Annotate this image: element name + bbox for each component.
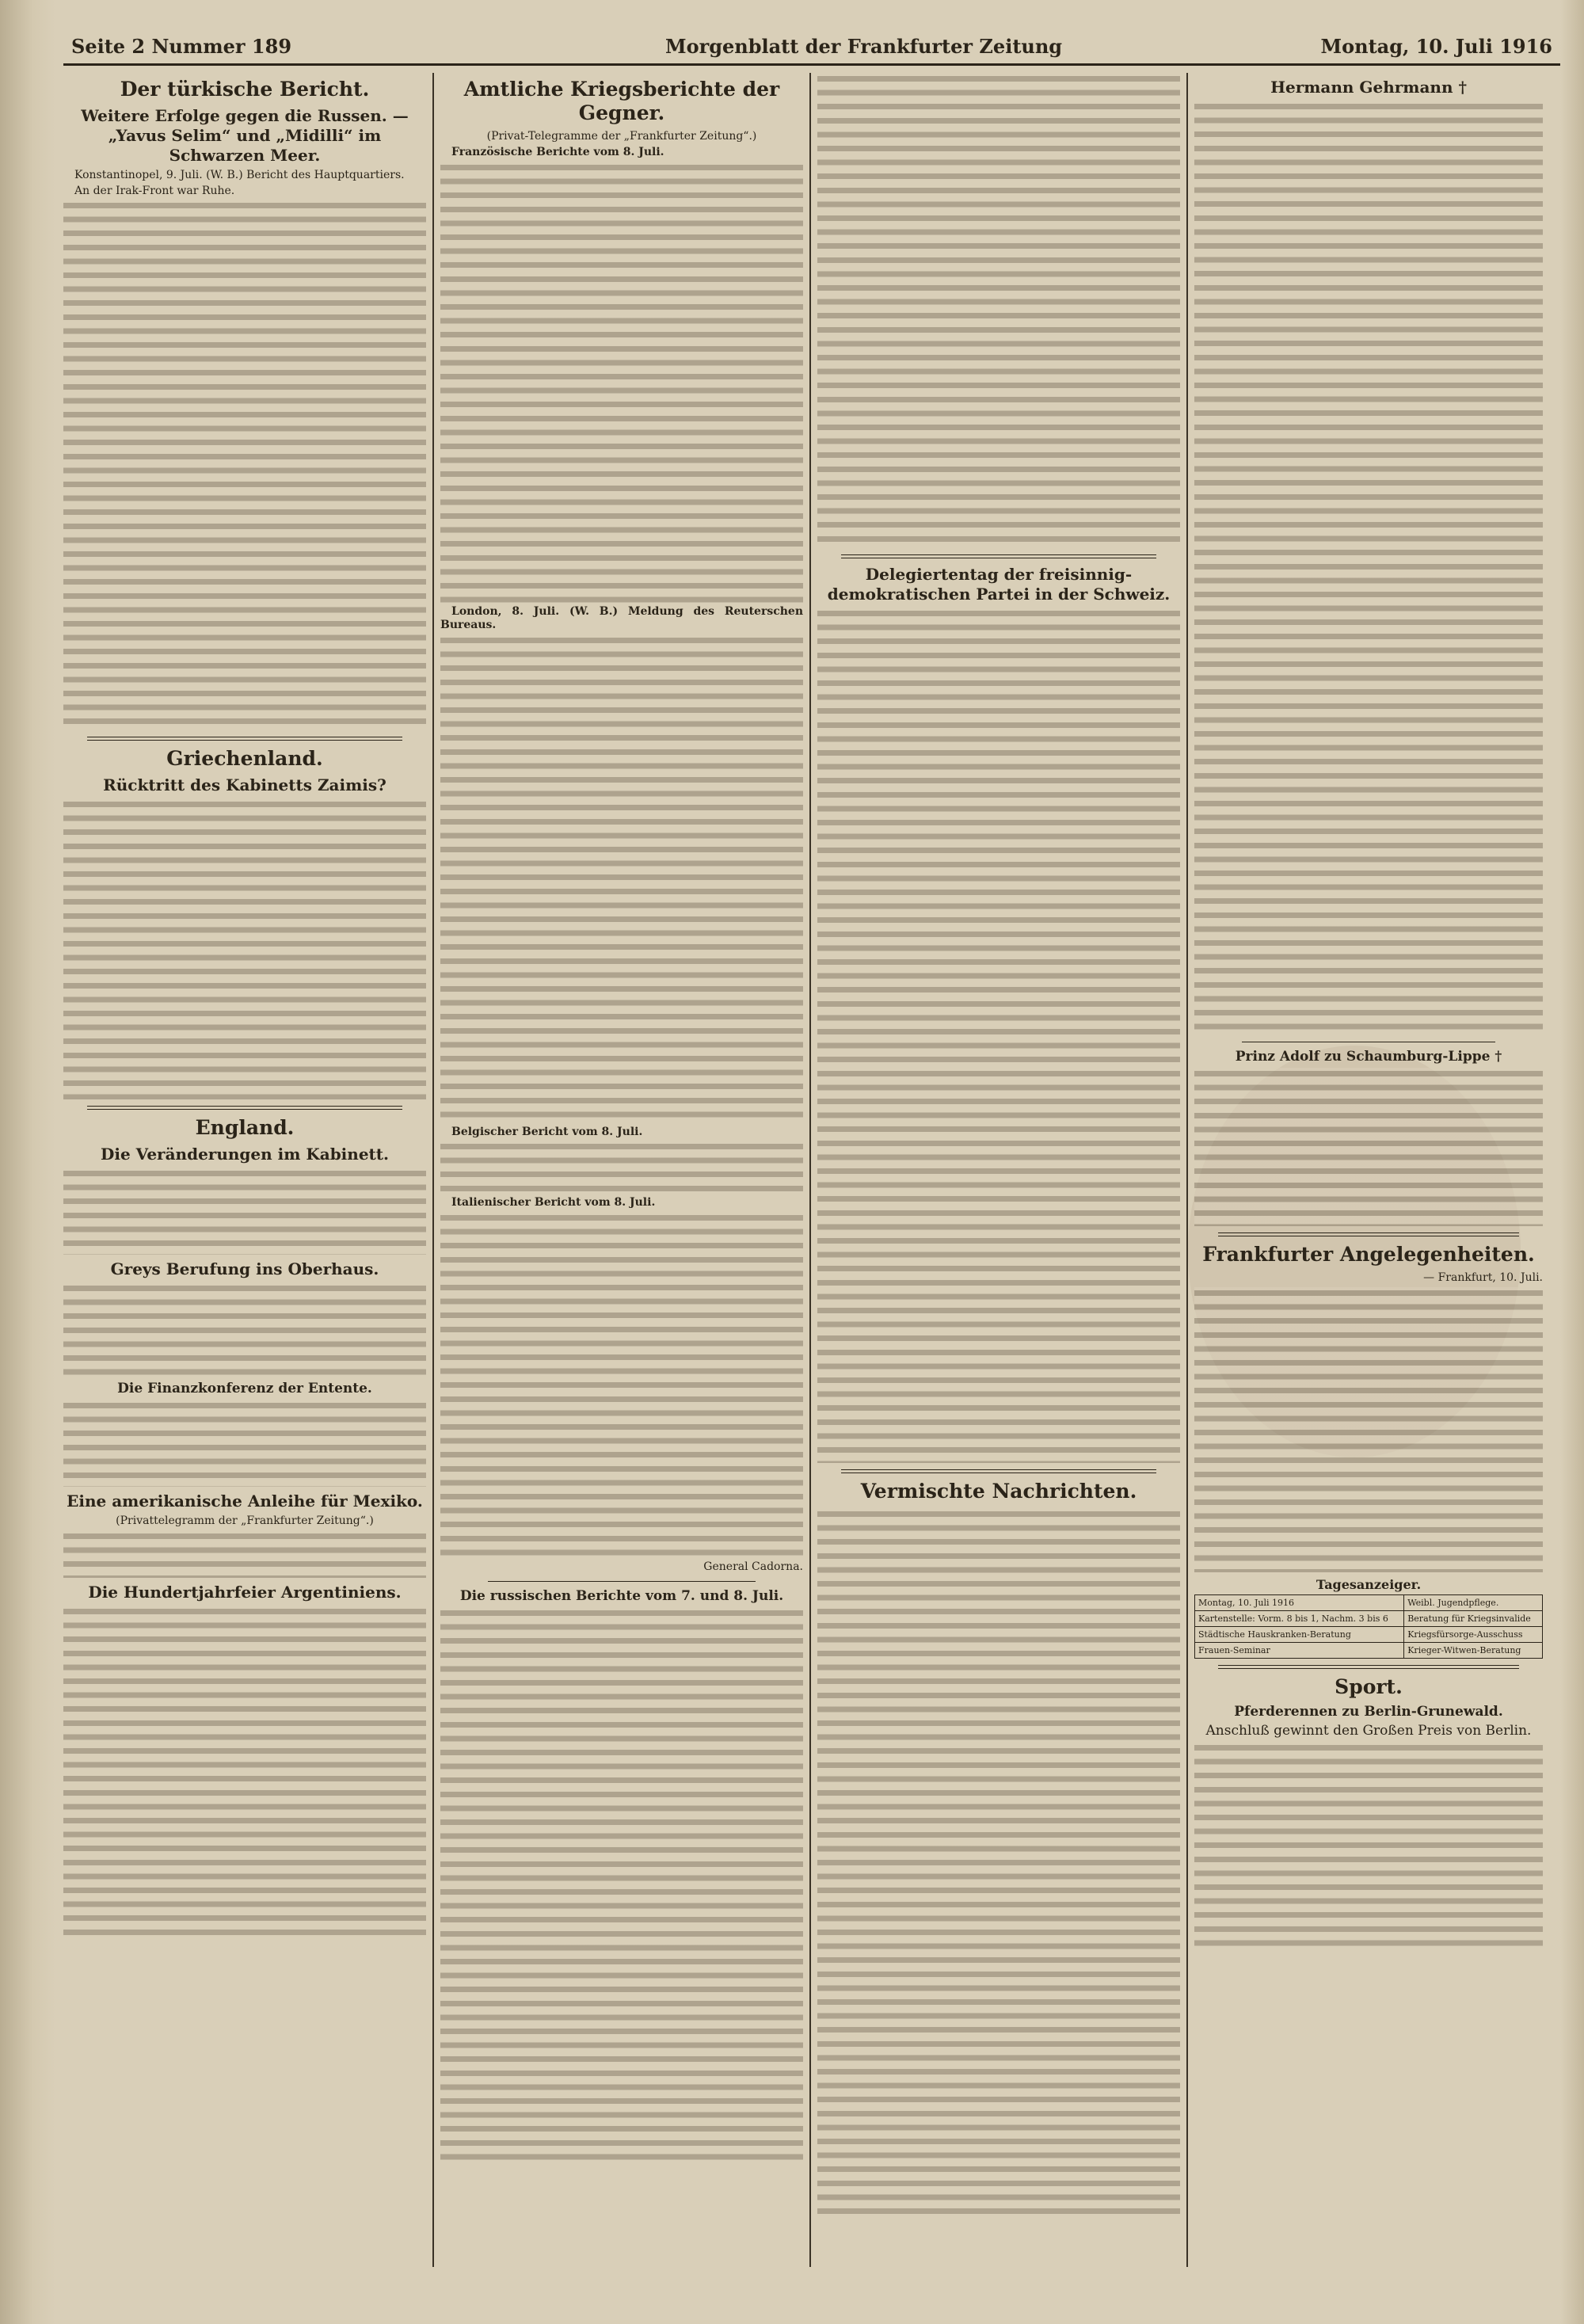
headline-enemy-reports: Amtliche Kriegsberichte der Gegner.	[463, 78, 780, 124]
page-header	[63, 32, 1560, 66]
subheadline-argentina: Die Hundertjahrfeier Argentiniens.	[88, 1583, 402, 1602]
divider	[841, 554, 1156, 558]
article-text-block	[63, 1606, 426, 1938]
table-row	[1195, 1594, 1543, 1610]
headline-turkish-report: Der türkische Bericht.	[120, 78, 370, 101]
divider	[87, 1106, 402, 1110]
article-text-block	[440, 1607, 803, 2162]
article-text-block	[1194, 1742, 1543, 1948]
column-rule	[432, 73, 434, 2267]
section-london: London, 8. Juli. (W. B.) Meldung des Reuterschen Bureaus.	[440, 604, 803, 632]
page-number: Seite 2 Nummer 189	[71, 35, 292, 58]
subheadline-mexico: Eine amerikanische Anleihe für Mexiko.	[67, 1492, 423, 1511]
table-cell: Weibl. Jugendpflege.	[1404, 1594, 1543, 1610]
headline-obituary-prince: Prinz Adolf zu Schaumburg-Lippe †	[1235, 1049, 1502, 1065]
column-1	[63, 73, 426, 2267]
article-text-block	[817, 1508, 1180, 2221]
table-row	[1195, 1626, 1543, 1642]
article-text-block	[440, 1141, 803, 1196]
table-cell: Krieger-Witwen-Beratung	[1404, 1642, 1543, 1658]
dateline: Konstantinopel, 9. Juli. (W. B.) Bericht des Hauptquartiers.	[74, 169, 405, 181]
divider	[1218, 1232, 1519, 1236]
subheadline-greece: Rücktritt des Kabinetts Zaimis?	[103, 775, 386, 795]
divider	[1218, 1665, 1519, 1669]
headline-swiss-party: Delegiertentag der freisinnig-demokratischen Partei in der Schweiz.	[827, 565, 1171, 604]
section-italian: Italienischer Bericht vom 8. Juli.	[451, 1196, 656, 1210]
page-edge	[1560, 0, 1584, 2324]
headline-obituary-gehrmann: Hermann Gehrmann †	[1270, 78, 1467, 97]
article-text-block	[440, 1212, 803, 1560]
table-cell: Montag, 10. Juli 1916	[1195, 1594, 1404, 1610]
issue-date: Montag, 10. Juli 1916	[1320, 35, 1552, 58]
column-rule	[1186, 73, 1188, 2267]
table-row	[1195, 1642, 1543, 1658]
article-text-block	[1194, 1068, 1543, 1226]
section-russian: Die russischen Berichte vom 7. und 8. Juli.	[459, 1587, 784, 1604]
column-2	[440, 73, 803, 2267]
subheadline-telegram: (Privattelegramm der „Frankfurter Zeitung“.)	[116, 1514, 374, 1528]
table-cell: Kriegsfürsorge-Ausschuss	[1404, 1626, 1543, 1642]
newspaper-page	[63, 32, 1560, 2297]
headline-frankfurt-affairs: Frankfurter Angelegenheiten.	[1202, 1243, 1535, 1266]
article-text-block	[63, 798, 426, 1099]
headline-daily-listings: Tagesanzeiger.	[1316, 1576, 1422, 1592]
column-3	[817, 73, 1180, 2267]
table-row	[1195, 1610, 1543, 1626]
subheadline-cabinet: Die Veränderungen im Kabinett.	[101, 1145, 389, 1164]
article-text-block	[63, 1400, 426, 1487]
column-4	[1194, 73, 1543, 2267]
subheadline-turkish: Weitere Erfolge gegen die Russen. — „Yavus Selim“ und „Midilli“ im Schwarzen Meer.	[81, 106, 409, 165]
section-belgian: Belgischer Bericht vom 8. Juli.	[451, 1125, 643, 1138]
subheadline-telegram: (Privat-Telegramme der „Frankfurter Zeitung“.)	[486, 130, 757, 143]
article-text-block	[440, 634, 803, 1126]
divider	[841, 1469, 1156, 1473]
headline-england: England.	[195, 1116, 295, 1140]
subheadline-finance: Die Finanzkonferenz der Entente.	[117, 1381, 372, 1397]
subheadline-grand-prix: Anschluß gewinnt den Großen Preis von Berlin.	[1205, 1722, 1532, 1739]
subheadline-grey: Greys Berufung ins Oberhaus.	[110, 1259, 379, 1279]
binding-spine	[0, 0, 55, 2324]
section-french: Französische Berichte vom 8. Juli.	[451, 146, 664, 158]
headline-sport: Sport.	[1335, 1674, 1403, 1698]
article-text-block	[817, 608, 1180, 1463]
dateline: — Frankfurt, 10. Juli.	[1423, 1271, 1543, 1284]
article-text-block	[817, 73, 1180, 548]
headline-greece: Griechenland.	[166, 747, 323, 771]
article-text-block	[1194, 1287, 1543, 1572]
article-text-block	[63, 1530, 426, 1578]
paragraph: An der Irak-Front war Ruhe.	[74, 184, 235, 197]
table-cell: Frauen-Seminar	[1195, 1642, 1404, 1658]
table-cell: Kartenstelle: Vorm. 8 bis 1, Nachm. 3 bis 6	[1195, 1610, 1404, 1626]
masthead: Morgenblatt der Frankfurter Zeitung	[665, 35, 1063, 58]
table-cell: Städtische Hauskranken-Beratung	[1195, 1626, 1404, 1642]
article-text-block	[63, 1168, 426, 1255]
listings-table	[1194, 1594, 1543, 1659]
divider	[488, 1581, 756, 1582]
article-text-block	[63, 1282, 426, 1377]
table-cell: Beratung für Kriegsinvalide	[1404, 1610, 1543, 1626]
article-text-block	[63, 200, 426, 730]
signature: General Cadorna.	[703, 1560, 803, 1573]
article-text-block	[1194, 101, 1543, 1035]
column-rule	[809, 73, 811, 2267]
subheadline-horse-racing: Pferderennen zu Berlin-Grunewald.	[1234, 1703, 1503, 1720]
divider	[87, 737, 402, 741]
article-text-block	[440, 162, 803, 605]
headline-misc-news: Vermischte Nachrichten.	[860, 1480, 1137, 1503]
